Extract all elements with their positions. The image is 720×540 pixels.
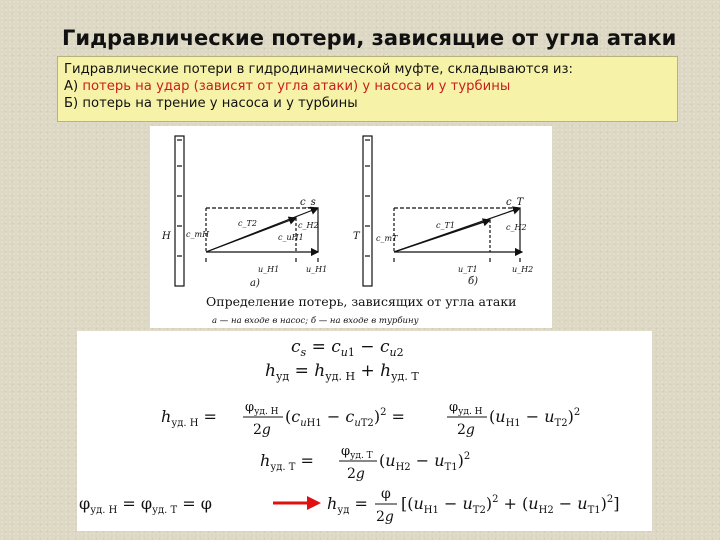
svg-text:(uН2 − uТ1)2: $(u_{Н2} - u_{Т1})^2$ xyxy=(379,451,471,473)
item-a-prefix: А) xyxy=(64,79,83,94)
svg-text:hуд. Т =: $h_{уд. Т}$ = xyxy=(260,451,314,473)
left-label-3: c_uH1 xyxy=(278,233,304,242)
svg-text:φуд. Т: $\varphi_{уд. Т}$ xyxy=(341,444,373,461)
intro-item-a xyxy=(64,78,671,95)
item-a-text: потерь на удар (зависят от угла атаки) у насоса и у турбины xyxy=(82,79,511,94)
left-label-4: c_H2 xyxy=(298,221,319,230)
svg-text:(cuН1 − cuТ2)2 =: $(c_uН1 - c_uТ2)^2$ = xyxy=(285,407,405,429)
left-label-6: u_H1 xyxy=(306,265,328,274)
svg-text:2g: 2g xyxy=(253,422,271,438)
right-label-5: u_H2 xyxy=(512,265,534,274)
left-label-5: u_H1 xyxy=(258,265,280,274)
intro-heading: Гидравлические потери в гидродинамической муфте, складываются из: xyxy=(64,62,573,77)
svg-text:(uН1 − uТ2)2: $(u_{Н1} - u_{Т2})^2$ xyxy=(489,407,581,429)
right-blade-label: T xyxy=(353,231,360,242)
pump-blade xyxy=(175,136,184,286)
formula-h-pump xyxy=(161,400,580,438)
sublabel-a: a) xyxy=(250,278,260,289)
right-label-3: c_H2 xyxy=(506,223,527,232)
right-label-2: c_mT xyxy=(376,234,398,243)
svg-text:hуд. Н =: $h_{уд. Н}$ = xyxy=(161,407,217,429)
svg-text:φуд. Н: $\varphi_{уд. Н}$ xyxy=(245,400,279,417)
svg-text:2g: 2g xyxy=(347,466,365,482)
right-velocity-diagram xyxy=(353,136,533,287)
svg-text:φуд. Н = φуд. Т = φ: $\varphi_{уд. Н} = \varphi_{уд. Т} = \varphi$ xyxy=(79,494,212,516)
figure-subcaption: а — на входе в насос; б — на входе в турбину xyxy=(212,316,419,326)
svg-text:hуд = hуд. Н + hуд. Т: $h_{уд} = h_{уд. Н} + h_{уд. Т}$ xyxy=(265,361,419,383)
left-label-2: c_mH xyxy=(186,230,210,239)
svg-text:hуд =: $h_{уд}$ = xyxy=(327,494,368,516)
svg-text:cs = cu1 − cu2: $c_s = c_u1 - c_u2$ xyxy=(291,337,404,359)
intro-box xyxy=(57,56,678,122)
velocity-triangles-figure xyxy=(150,126,552,328)
svg-text:2g: 2g xyxy=(457,422,475,438)
formula-cs xyxy=(291,337,404,359)
slide-title: Гидравлические потери, зависящие от угла атаки xyxy=(62,26,677,50)
svg-text:2g: 2g xyxy=(376,509,394,525)
svg-text:[(uН1 − uТ2)2 + (uН2 − uТ1)2]: $[(u_{Н1} - u_{Т2})^2 + (u_{Н2} - u_{Т1})^2]$ xyxy=(401,494,620,516)
sublabel-b: б) xyxy=(468,276,479,287)
left-label-0: c_s xyxy=(300,197,316,208)
formula-final xyxy=(79,486,620,525)
turbine-blade xyxy=(363,136,372,286)
formula-h-total xyxy=(265,361,419,383)
figure-caption: Определение потерь, зависящих от угла атаки xyxy=(206,294,517,309)
svg-text:φуд. Н: $\varphi_{уд. Н}$ xyxy=(449,400,483,417)
left-label-1: c_T2 xyxy=(238,219,257,228)
right-label-0: c_T xyxy=(506,197,524,208)
right-label-1: c_T1 xyxy=(436,221,455,230)
intro-item-b: Б) потерь на трение у насоса и у турбины xyxy=(64,96,358,111)
red-arrow-icon xyxy=(273,496,321,510)
formula-h-turbine xyxy=(260,444,470,482)
left-velocity-diagram xyxy=(161,136,327,289)
right-label-4: u_T1 xyxy=(458,265,478,274)
svg-text:φ: φ xyxy=(381,486,391,502)
left-blade-label: H xyxy=(162,231,171,242)
formulas-panel xyxy=(77,331,652,531)
